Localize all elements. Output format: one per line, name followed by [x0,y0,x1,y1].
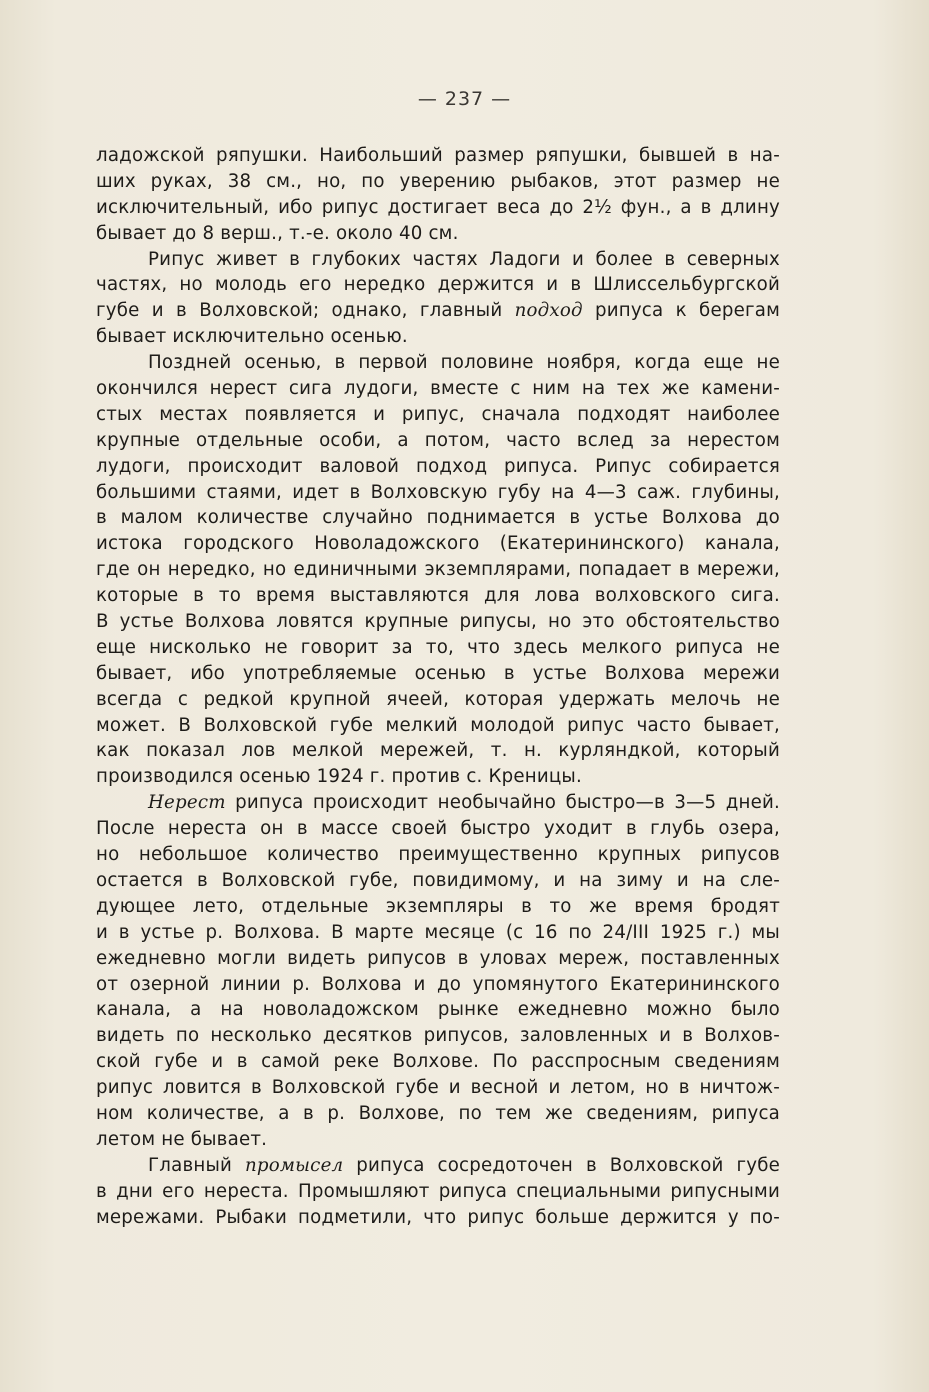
text-line: ном количестве, а в р. Волхове, по тем же сведениям, рипуса [96,1102,780,1124]
text-line: ших руках, 38 см., но, по уверению рыбаков, этот размер не [96,170,780,192]
text-line: Главный промысел рипуса сосредоточен в Волховской губе [148,1154,780,1176]
emphasized-term: подход [514,300,583,322]
paragraph [96,350,780,790]
paragraph [96,790,780,1152]
text-line: бывает исключительно осенью. [96,326,408,348]
text-line: видеть по несколько десятков рипусов, заловленных и в Волхов- [96,1025,780,1047]
body-text [96,143,780,1230]
text-line: в дни его нереста. Промышляют рипуса специальными рипусными [96,1180,780,1202]
text-line: производился осенью 1924 г. против с. Креницы. [96,766,582,788]
text-line: еще нисколько не говорит за то, что здесь мелкого рипуса не [96,636,780,658]
text-line: может. В Волховской губе мелкий молодой рипус часто бывает, [96,714,780,736]
text-line: большими стаями, идет в Волховскую губу на 4—3 саж. глубины, [96,481,780,503]
text-line: бывает, ибо употребляемые осенью в устье Волхова мережи [96,662,780,684]
text-line: Поздней осенью, в первой половине ноября, когда еще не [148,352,780,374]
text-line: стых местах появляется и рипус, сначала подходят наиболее [96,403,780,425]
emphasized-term: Нерест [148,792,226,814]
paragraph [96,143,780,247]
text-line: канала, а на новоладожском рынке ежедневно можно было [96,999,780,1021]
text-line: истока городского Новоладожского (Екатерининского) канала, [96,533,780,555]
text-line: В устье Волхова ловятся крупные рипусы, но это обстоятельство [96,611,780,633]
text-line: окончился нерест сига лудоги, вместе с ним на тех же камени- [96,378,780,400]
text-line: ской губе и в самой реке Волхове. По расспросным сведениям [96,1051,780,1073]
text-line: всегда с редкой крупной ячеей, которая удержать мелочь не [96,688,780,710]
text-line: бывает до 8 верш., т.-е. около 40 см. [96,222,459,244]
text-line: как показал лов мелкой мережей, т. н. курляндкой, который [96,740,780,762]
text-line: от озерной линии р. Волхова и до упомянутого Екатерининского [96,973,780,995]
text-line: После нереста он в массе своей быстро уходит в глубь озера, [96,818,780,840]
text-line: частях, но молодь его нередко держится и в Шлиссельбургской [96,274,780,296]
text-line: остается в Волховской губе, повидимому, и на зиму и на сле- [96,869,780,891]
page-number: — 237 — [417,88,512,110]
text-line: лудоги, происходит валовой подход рипуса. Рипус собирается [96,455,780,477]
paragraph [96,247,780,351]
paragraph [96,1153,780,1231]
text-line: губе и в Волховской; однако, главный подход рипуса к берегам [96,300,780,322]
text-line: Рипус живет в глубоких частях Ладоги и более в северных [148,248,780,270]
text-line: крупные отдельные особи, а потом, часто вслед за нерестом [96,429,780,451]
text-line: ладожской ряпушки. Наибольший размер ряпушки, бывшей в на- [96,145,780,166]
text-line: летом не бывает. [96,1128,268,1150]
text-line: исключительный, ибо рипус достигает веса до 2½ фун., а в длину [96,196,780,218]
text-line: ежедневно могли видеть рипусов в уловах мереж, поставленных [96,947,780,969]
text-line: рипус ловится в Волховской губе и весной и летом, но в ничтож- [96,1077,780,1099]
text-line: дующее лето, отдельные экземпляры в то же время бродят [96,895,780,917]
text-line: Нерест рипуса происходит необычайно быстро—в 3—5 дней. [148,792,780,814]
text-line: мережами. Рыбаки подметили, что рипус больше держится у по- [96,1206,780,1228]
text-line: которые в то время выставляются для лова волховского сига. [96,585,780,607]
text-line: в малом количестве случайно поднимается в устье Волхова до [96,507,780,529]
text-line: и в устье р. Волхова. В марте месяце (с 16 по 24/III 1925 г.) мы [96,921,780,943]
emphasized-term: промысел [244,1154,344,1176]
text-line: но небольшое количество преимущественно крупных рипусов [96,844,780,866]
text-line: где он нередко, но единичными экземплярами, попадает в мережи, [96,559,780,581]
